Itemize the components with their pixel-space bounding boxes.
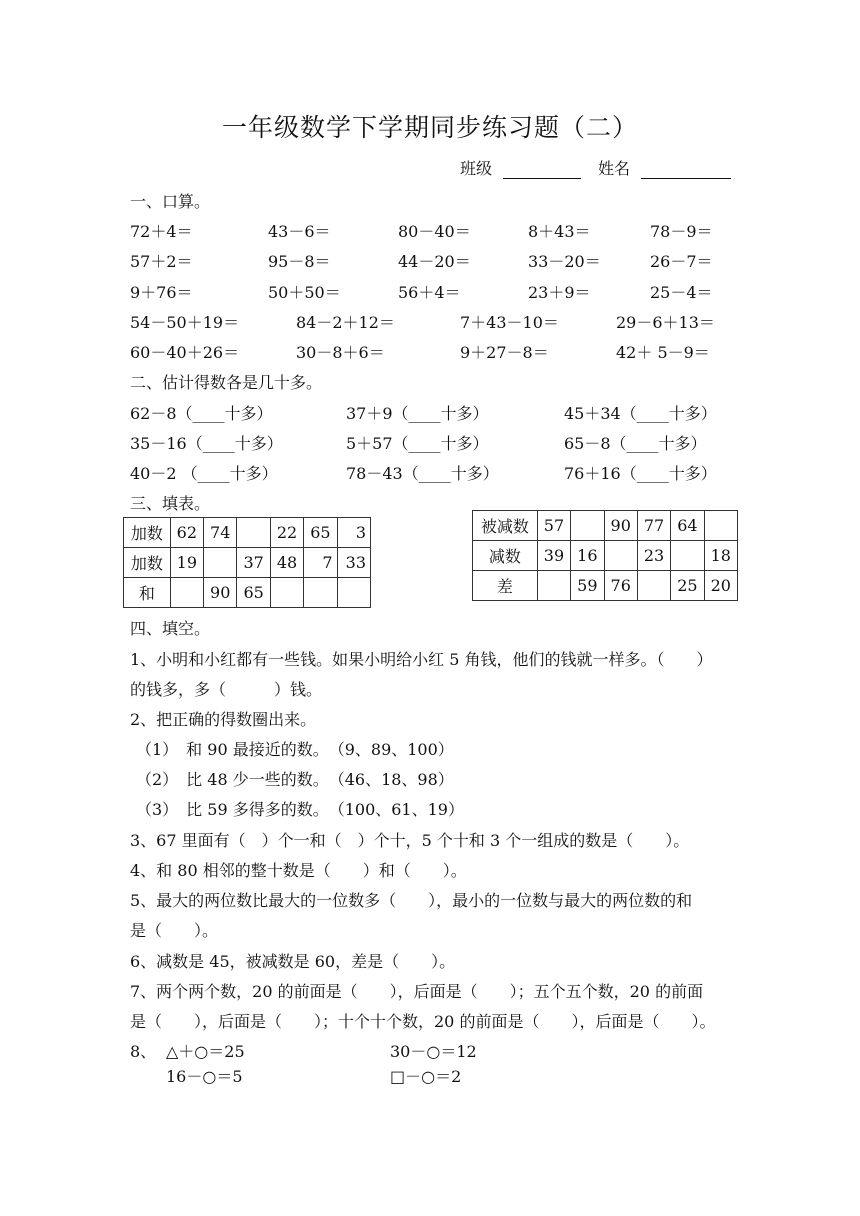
oral-item: 54－50＋19＝ xyxy=(130,313,240,332)
table-cell[interactable] xyxy=(270,578,303,608)
oral-item: 95－8＝ xyxy=(268,252,331,271)
table-cell: 7 xyxy=(304,548,337,578)
section-4-heading: 四、填空。 xyxy=(130,619,211,638)
table-cell: 65 xyxy=(237,578,270,608)
question-8-equation: △＋○＝25 xyxy=(166,1042,245,1061)
oral-item: 8＋43＝ xyxy=(528,222,591,241)
oral-item: 9＋76＝ xyxy=(130,283,193,302)
estimate-item: 45＋34（____十多） xyxy=(564,404,717,423)
question-2-item: （2） 比 48 少一些的数。 （46、18、98） xyxy=(136,770,454,789)
table-cell: 62 xyxy=(170,518,203,548)
table-cell: 减数 xyxy=(473,541,538,571)
table-cell[interactable] xyxy=(337,578,370,608)
table-cell: 19 xyxy=(170,548,203,578)
oral-item: 84－2＋12＝ xyxy=(296,313,395,332)
table-cell[interactable] xyxy=(237,518,270,548)
estimate-item: 5＋57（____十多） xyxy=(346,434,489,453)
table-cell: 90 xyxy=(204,578,237,608)
table-cell: 57 xyxy=(537,511,570,541)
table-cell: 被减数 xyxy=(473,511,538,541)
oral-item: 60－40＋26＝ xyxy=(130,343,240,362)
oral-item: 57＋2＝ xyxy=(130,252,193,271)
addition-table xyxy=(123,517,371,608)
page-title: 一年级数学下学期同步练习题（二） xyxy=(221,113,638,142)
table-cell: 25 xyxy=(671,571,704,601)
estimate-item: 76＋16（____十多） xyxy=(564,464,717,483)
table-cell: 加数 xyxy=(124,548,171,578)
table-row xyxy=(473,511,738,541)
table-cell: 48 xyxy=(270,548,303,578)
estimate-item: 62－8（____十多） xyxy=(130,404,273,423)
section-1-heading: 一、口算。 xyxy=(130,192,211,211)
table-cell: 加数 xyxy=(124,518,171,548)
class-label: 班级 xyxy=(460,159,493,178)
name-label: 姓名 xyxy=(598,159,631,178)
table-row xyxy=(124,578,371,608)
question-8-equation: 30－○＝12 xyxy=(390,1042,477,1061)
estimate-item: 37＋9（____十多） xyxy=(346,404,489,423)
table-row xyxy=(124,518,371,548)
oral-item: 42＋ 5－9＝ xyxy=(616,343,710,362)
table-cell: 90 xyxy=(604,511,637,541)
oral-item: 7＋43－10＝ xyxy=(460,313,559,332)
table-cell: 74 xyxy=(204,518,237,548)
table-cell[interactable] xyxy=(704,511,737,541)
table-cell: 23 xyxy=(637,541,670,571)
table-cell: 18 xyxy=(704,541,737,571)
question-5-line-1: 5、最大的两位数比最大的一位数多（ ），最小的一位数与最大的两位数的和 xyxy=(130,891,693,910)
question-3: 3、67 里面有（ ）个一和（ ）个十，5 个十和 3 个一组成的数是（ ）。 xyxy=(130,831,690,850)
table-cell: 和 xyxy=(124,578,171,608)
table-cell[interactable] xyxy=(637,571,670,601)
table-cell: 65 xyxy=(304,518,337,548)
section-3-heading: 三、填表。 xyxy=(130,494,211,513)
oral-item: 30－8＋6＝ xyxy=(296,343,385,362)
question-2: 2、把正确的得数圈出来。 xyxy=(130,710,317,729)
question-7-line-1: 7、两个两个数，20 的前面是（ ），后面是（ ）；五个五个数，20 的前面 xyxy=(130,982,704,1001)
question-8-equation: 16－○＝5 xyxy=(166,1067,243,1086)
table-cell: 33 xyxy=(337,548,370,578)
table-cell[interactable] xyxy=(537,571,570,601)
name-blank[interactable] xyxy=(641,162,731,179)
table-cell: 77 xyxy=(637,511,670,541)
table-cell[interactable] xyxy=(671,541,704,571)
table-row xyxy=(473,541,738,571)
class-blank[interactable] xyxy=(503,162,581,179)
subtraction-table xyxy=(472,510,738,601)
table-cell[interactable] xyxy=(304,578,337,608)
oral-item: 29－6＋13＝ xyxy=(616,313,715,332)
oral-item: 72＋4＝ xyxy=(130,222,193,241)
oral-item: 78－9＝ xyxy=(650,222,713,241)
table-cell: 差 xyxy=(473,571,538,601)
estimate-item: 40－2 （____十多） xyxy=(130,464,278,483)
question-8-label: 8、 xyxy=(130,1042,157,1061)
table-cell: 16 xyxy=(571,541,604,571)
oral-item: 25－4＝ xyxy=(650,283,713,302)
table-cell: 37 xyxy=(237,548,270,578)
table-row xyxy=(473,571,738,601)
oral-item: 23＋9＝ xyxy=(528,283,591,302)
question-6: 6、减数是 45，被减数是 60，差是（ ）。 xyxy=(130,952,456,971)
table-cell: 20 xyxy=(704,571,737,601)
table-cell: 64 xyxy=(671,511,704,541)
oral-item: 9＋27－8＝ xyxy=(460,343,549,362)
class-field xyxy=(460,156,581,179)
table-cell: 39 xyxy=(537,541,570,571)
table-cell[interactable] xyxy=(604,541,637,571)
section-2-heading: 二、估计得数各是几十多。 xyxy=(130,373,323,392)
table-cell[interactable] xyxy=(204,548,237,578)
estimate-item: 35－16（____十多） xyxy=(130,434,283,453)
oral-item: 33－20＝ xyxy=(528,252,601,271)
table-row xyxy=(124,548,371,578)
table-cell: 22 xyxy=(270,518,303,548)
estimate-item: 78－43（____十多） xyxy=(346,464,499,483)
question-8-equation: □－○＝2 xyxy=(390,1067,462,1086)
question-4: 4、和 80 相邻的整十数是（ ）和（ ）。 xyxy=(130,861,467,880)
question-2-item: （3） 比 59 多得多的数。 （100、61、19） xyxy=(136,800,464,819)
table-cell[interactable] xyxy=(170,578,203,608)
table-cell: 59 xyxy=(571,571,604,601)
name-field xyxy=(598,156,731,179)
oral-item: 44－20＝ xyxy=(398,252,471,271)
oral-item: 43－6＝ xyxy=(268,222,331,241)
question-1-line-1: 1、小明和小红都有一些钱。如果小明给小红 5 角钱，他们的钱就一样多。（ ） xyxy=(130,650,713,669)
question-7-line-2: 是（ ），后面是（ ）；十个十个数，20 的前面是（ ），后面是（ ）。 xyxy=(130,1012,716,1031)
table-cell[interactable] xyxy=(571,511,604,541)
table-cell: 76 xyxy=(604,571,637,601)
oral-item: 80－40＝ xyxy=(398,222,471,241)
oral-item: 50＋50＝ xyxy=(268,283,341,302)
question-2-item: （1） 和 90 最接近的数。 （9、89、100） xyxy=(136,740,454,759)
oral-item: 56＋4＝ xyxy=(398,283,461,302)
estimate-item: 65－8（____十多） xyxy=(564,434,707,453)
question-5-line-2: 是（ ）。 xyxy=(130,921,219,940)
question-1-line-2: 的钱多，多（ ）钱。 xyxy=(130,680,323,699)
oral-item: 26－7＝ xyxy=(650,252,713,271)
table-cell: 3 xyxy=(337,518,370,548)
